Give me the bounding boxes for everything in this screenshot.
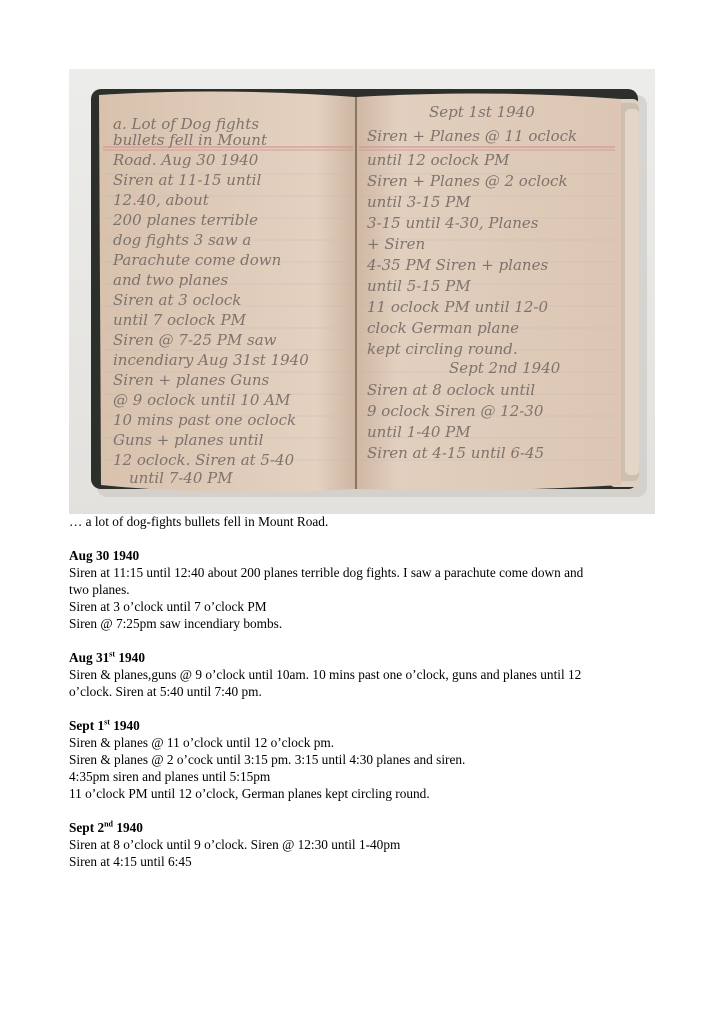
handwriting-line: 200 planes terrible xyxy=(113,211,259,229)
handwriting-line: until 7 oclock PM xyxy=(113,311,246,329)
handwriting-line: Parachute come down xyxy=(113,251,282,269)
handwriting-line: until 1-40 PM xyxy=(367,423,471,441)
diary-photo xyxy=(69,69,655,514)
handwriting-line: Siren at 4-15 until 6-45 xyxy=(367,444,545,462)
handwriting-line: until 5-15 PM xyxy=(367,277,471,295)
handwriting-line: 9 oclock Siren @ 12-30 xyxy=(367,402,544,420)
handwriting-line: + Siren xyxy=(367,235,426,253)
diary-illustration xyxy=(69,69,655,514)
handwriting-line: Siren at 8 oclock until xyxy=(367,381,536,399)
entry-line: Siren at 3 o’clock until 7 o’clock PM xyxy=(69,599,267,614)
handwriting-line: and two planes xyxy=(113,271,229,289)
entry-date: Sept 2nd 1940 xyxy=(69,819,143,835)
handwriting-line: incendiary Aug 31st 1940 xyxy=(113,351,309,369)
entry-date: Sept 1st 1940 xyxy=(69,717,140,733)
handwriting-line: until 7-40 PM xyxy=(129,469,233,487)
handwriting-line: Guns + planes until xyxy=(113,431,264,449)
handwriting-line: until 12 oclock PM xyxy=(367,151,510,169)
handwriting-line: 4-35 PM Siren + planes xyxy=(367,256,549,274)
handwriting-line: clock German plane xyxy=(367,319,519,337)
entry-line: 11 o’clock PM until 12 o’clock, German planes kept circling round. xyxy=(69,786,430,801)
entry-date: Aug 30 1940 xyxy=(69,548,140,563)
diary-entry xyxy=(69,717,669,802)
handwriting-line: Siren + planes Guns xyxy=(113,371,270,389)
intro-text: … a lot of dog-fights bullets fell in Mount Road. xyxy=(69,514,329,529)
diary-entry xyxy=(69,547,669,632)
handwriting-line: a. Lot of Dog fights xyxy=(113,115,260,133)
transcript xyxy=(69,513,669,870)
handwriting-line: 3-15 until 4-30, Planes xyxy=(367,214,539,232)
entry-line: Siren at 11:15 until 12:40 about 200 planes terrible dog fights. I saw a parachute come down and xyxy=(69,565,584,580)
handwriting-line: Siren at 3 oclock xyxy=(113,291,242,309)
handwriting-line: dog fights 3 saw a xyxy=(113,231,252,249)
handwriting-line: Sept 1st 1940 xyxy=(429,103,535,121)
entry-line: Siren @ 7:25pm saw incendiary bombs. xyxy=(69,616,283,631)
handwriting-line: Siren @ 7-25 PM saw xyxy=(113,331,277,349)
entry-line: Siren & planes @ 11 o’clock until 12 o’clock pm. xyxy=(69,735,335,750)
handwriting-line: 12 oclock. Siren at 5-40 xyxy=(113,451,295,469)
entry-line: Siren at 4:15 until 6:45 xyxy=(69,854,192,869)
entry-line: o’clock. Siren at 5:40 until 7:40 pm. xyxy=(69,684,262,699)
entry-date: Aug 31st 1940 xyxy=(69,649,145,665)
handwriting-line: bullets fell in Mount xyxy=(113,131,267,149)
handwriting-line: 10 mins past one oclock xyxy=(113,411,297,429)
entry-line: two planes. xyxy=(69,582,130,597)
entry-line: Siren & planes @ 2 o’cock until 3:15 pm. 3:15 until 4:30 planes and siren. xyxy=(69,752,466,767)
handwriting-line: @ 9 oclock until 10 AM xyxy=(113,391,291,409)
handwriting-line: Siren at 11-15 until xyxy=(113,171,262,189)
diary-entry xyxy=(69,649,669,700)
entry-line: Siren at 8 o’clock until 9 o’clock. Siren @ 12:30 until 1-40pm xyxy=(69,837,401,852)
handwriting-line: Road. Aug 30 1940 xyxy=(113,151,259,169)
handwriting-line: Siren + Planes @ 2 oclock xyxy=(367,172,568,190)
handwriting-line: 11 oclock PM until 12-0 xyxy=(367,298,549,316)
entry-line: Siren & planes,guns @ 9 o’clock until 10am. 10 mins past one o’clock, guns and planes until 12 xyxy=(69,667,582,682)
handwriting-line: kept circling round. xyxy=(367,340,518,358)
handwriting-line: 12.40, about xyxy=(113,191,209,209)
entry-line: 4:35pm siren and planes until 5:15pm xyxy=(69,769,271,784)
handwriting-line: until 3-15 PM xyxy=(367,193,471,211)
handwriting-line: Sept 2nd 1940 xyxy=(449,359,561,377)
diary-entry xyxy=(69,819,669,870)
handwriting-line: Siren + Planes @ 11 oclock xyxy=(367,127,578,145)
